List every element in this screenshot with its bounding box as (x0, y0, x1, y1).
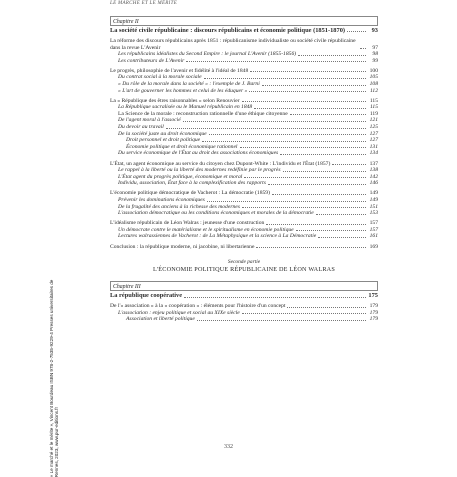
toc-entry-page: 179 (369, 303, 378, 310)
toc-entry-page: 127 (369, 130, 378, 137)
toc-entry-page: 100 (369, 67, 378, 74)
toc-entry-page: 169 (369, 243, 378, 250)
leader-dots (184, 297, 366, 298)
leader-dots (347, 31, 366, 32)
toc-entry-title: De l'agent moral à l'associé (118, 117, 181, 124)
toc-entry-page: 119 (369, 110, 378, 117)
toc-entry (110, 68, 378, 75)
toc-entry (110, 88, 378, 95)
toc-entry-page: 138 (369, 167, 378, 174)
toc-entry-title: De la frugalité des anciens à la richesse des modernes (118, 203, 240, 210)
leader-dots (242, 207, 366, 208)
toc-entry (110, 38, 378, 51)
leader-dots (254, 108, 366, 109)
copyright-side-text: « Le marché et le mérite », Vincent Bourdeau ISBN 978-2-7535-9229-4 Presses universitaires de Rennes, 2023, www.pur-editions.fr (48, 279, 59, 477)
toc-entry-title: Droit personnel et droit politique (126, 137, 201, 144)
chapter3-page: 175 (368, 292, 378, 300)
toc-entry-title: De la société juste au droit économique (118, 130, 207, 137)
toc-entry (110, 233, 378, 240)
toc-entry-page: 149 (369, 190, 378, 197)
toc-entry-title: L'État agent du progrès politique, économique et moral (118, 173, 243, 180)
toc-entry (110, 117, 378, 124)
toc-entry-page: 121 (369, 117, 378, 124)
toc-entry (110, 190, 378, 197)
leader-dots (166, 128, 366, 129)
toc-entry-page: 142 (369, 173, 378, 180)
toc-entry (110, 98, 378, 105)
leader-dots (266, 224, 366, 225)
toc-entry-page: 161 (369, 233, 378, 240)
toc-entry-title: Du devoir au travail (118, 124, 164, 131)
toc-entry-title: L'économie politique démocratique de Vacherot : La démocratie (1859) (110, 190, 270, 197)
chapter2-title-row (110, 27, 378, 34)
toc-entry-page: 99 (372, 57, 378, 64)
toc-entry-title: Les contributeurs de L'Avenir (118, 57, 185, 64)
toc-entry-page: 134 (369, 150, 378, 157)
leader-dots (298, 55, 366, 56)
toc-entry-title: Conclusion : la république moderne, ni jacobine, ni libertarienne (110, 243, 255, 250)
leader-dots (242, 101, 366, 102)
toc-entry (110, 310, 378, 317)
toc-entry-page: 125 (369, 124, 378, 131)
leader-dots (268, 184, 366, 185)
leader-dots (244, 177, 366, 178)
toc-entry (110, 303, 378, 310)
toc-entry-title: Lectures walrassiennes de Vacherot : de La Métaphysique et la science à La Démocratie (118, 233, 317, 240)
chapter2-title: La société civile républicaine : discours républicains et économie politique (1851-1870) (110, 27, 346, 34)
toc-entry (110, 210, 378, 217)
toc-entry-page: 137 (369, 160, 378, 167)
chapter3-entries (110, 303, 378, 323)
toc-entry (110, 197, 378, 204)
leader-dots (250, 71, 366, 72)
toc-entry-page: 131 (369, 143, 378, 150)
leader-dots (207, 201, 366, 202)
leader-dots (256, 247, 366, 248)
toc-entry-page: 146 (369, 180, 378, 187)
toc-entry-page: 112 (370, 87, 378, 94)
leader-dots (249, 91, 366, 92)
leader-dots (316, 214, 366, 215)
toc-entry-page: 108 (369, 80, 378, 87)
leader-dots (318, 237, 366, 238)
toc-entry (110, 220, 378, 227)
toc-entry-title: L'association démocratique ou les conditions économiques et morales de la démocratie (118, 210, 314, 217)
toc-entry (110, 244, 378, 251)
chapter2-page: 93 (371, 27, 378, 34)
chapter3-label: Chapitre III (113, 283, 141, 290)
toc-entry (110, 316, 378, 323)
toc-entry-title: Prévenir les dominations économiques (118, 196, 205, 203)
toc-entry-title: « L'art de gouverner les hommes et celui de les éduquer » (118, 87, 248, 94)
leader-dots (360, 48, 366, 49)
toc-entry (110, 180, 378, 187)
toc-entry (110, 81, 378, 88)
toc-entry-title: « Du rôle de la morale dans la société » : l'exemple de J. Barni (118, 80, 260, 87)
toc-entry-title: Le progrès, philosophie de l'avenir et fidélité à l'idéal de 1848 (110, 67, 249, 74)
chapter3-label-box (110, 281, 378, 291)
chapter2-label: Chapitre II (113, 18, 139, 25)
leader-dots (204, 78, 366, 79)
chapter2-label-box (110, 16, 378, 26)
leader-dots (186, 61, 366, 62)
toc-entry-title: Le rappel à la liberté ou la liberté des modernes redéfinie par le progrès (118, 167, 281, 174)
leader-dots (183, 121, 366, 122)
toc-entry-title: La « République des êtres raisonnables » selon Renouvier (110, 97, 240, 104)
toc-entry-title: Du service économique de l'État au droit des associations économiques (118, 150, 279, 157)
toc-entry-title: Du contrat social à la morale sociale (118, 74, 202, 81)
toc-entry (110, 137, 378, 144)
toc-entry (110, 51, 378, 58)
running-header: LE MARCHÉ ET LE MÉRITE (110, 1, 178, 6)
toc-entry-title: L'idéalisme républicain de Léon Walras : jeunesse d'une construction (110, 220, 265, 227)
toc-entry-page: 149 (369, 196, 378, 203)
leader-dots (287, 307, 366, 308)
toc-entry-page: 179 (369, 309, 378, 316)
leader-dots (283, 171, 366, 172)
toc-entry-title: Association et liberté politique (126, 316, 195, 323)
toc-entry-page: 105 (369, 74, 378, 81)
toc-entry-title: L'État, un agent économique au service du citoyen chez Dupont-White : L'individu et l'État (1857) (110, 160, 331, 167)
leader-dots (262, 85, 366, 86)
toc-entry (110, 124, 378, 131)
leader-dots (209, 134, 366, 135)
toc-entry (110, 131, 378, 138)
part2-label: Seconde partie (227, 259, 261, 266)
leader-dots (296, 230, 366, 231)
toc-entry-page: 97 (372, 44, 378, 51)
table-of-contents (110, 14, 378, 323)
chapter3-title-row (110, 292, 378, 299)
leader-dots (202, 141, 366, 142)
toc-entry-title: La Science de la morale : reconstruction rationnelle d'une éthique citoyenne (118, 110, 288, 117)
toc-entry (110, 104, 378, 111)
leader-dots (280, 154, 366, 155)
toc-entry (110, 111, 378, 118)
toc-entry-title: Individu, association, État face à la complexification des rapports (118, 180, 266, 187)
leader-dots (242, 313, 366, 314)
part2-title: L'ÉCONOMIE POLITIQUE RÉPUBLICAINE DE LÉON WALRAS (153, 266, 335, 274)
toc-entry-page: 179 (369, 316, 378, 323)
toc-entry-page: 115 (370, 104, 378, 111)
toc-entry (110, 167, 378, 174)
toc-entry-title: Économie politique et droit économique rationnel (126, 143, 238, 150)
toc-entry-page: 157 (369, 220, 378, 227)
toc-entry-page: 153 (369, 210, 378, 217)
toc-entry-title: Les républicains idéalistes du Second Empire : le journal L'Avenir (1855-1856) (118, 51, 297, 58)
chapter3-title: La république coopérative (110, 292, 183, 300)
toc-entry-title: L'association : enjeu politique et social au XIXe siècle (118, 309, 240, 316)
toc-entry-page: 157 (369, 226, 378, 233)
chapter2-entries (110, 38, 378, 250)
leader-dots (332, 164, 366, 165)
leader-dots (272, 194, 366, 195)
toc-entry (110, 227, 378, 234)
toc-entry (110, 204, 378, 211)
toc-entry-page: 115 (369, 97, 378, 104)
toc-entry-title: Un démocrate contre le matérialisme et le spiritualisme en économie politique (118, 226, 294, 233)
toc-entry-title: De l'« association » à la « coopération » : éléments pour l'histoire d'un concept (110, 303, 286, 310)
toc-entry-page: 151 (369, 203, 378, 210)
toc-entry-title: La réforme des discours républicains après 1851 : républicanisme individualiste ou société civile républicaine dans la revue L'Avenir (110, 37, 356, 51)
toc-entry-title: La République sacralisée ou le Manuel républicain en 1848 (118, 104, 253, 111)
toc-entry (110, 58, 378, 65)
page-number: 332 (224, 444, 233, 450)
toc-entry-page: 127 (369, 137, 378, 144)
toc-entry-page: 98 (372, 51, 378, 58)
leader-dots (197, 320, 366, 321)
toc-entry (110, 150, 378, 157)
leader-dots (290, 114, 366, 115)
leader-dots (240, 147, 367, 148)
toc-entry (110, 74, 378, 81)
